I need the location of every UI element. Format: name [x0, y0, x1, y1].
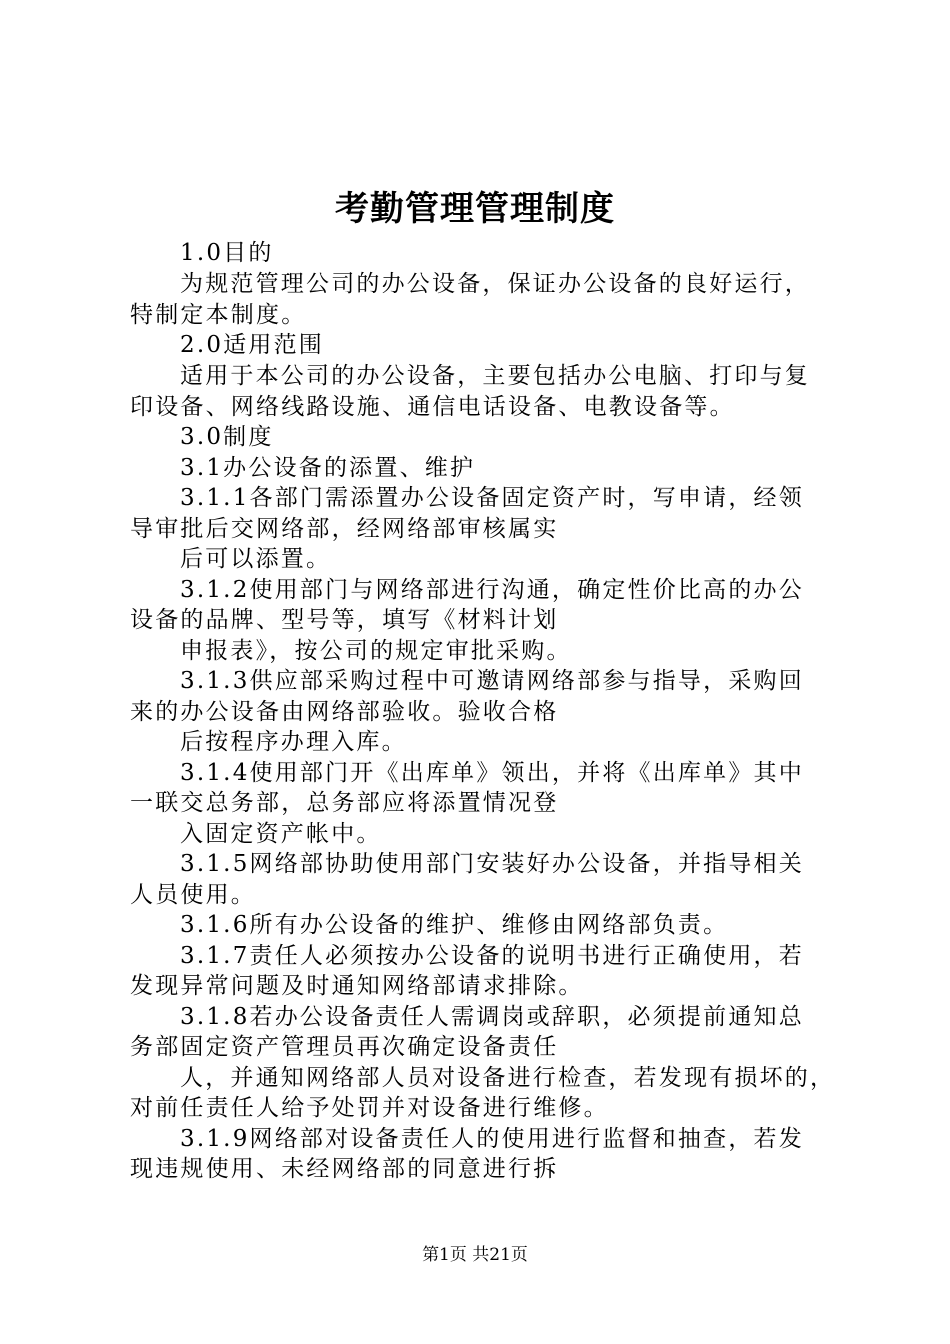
paragraph-line: 特制定本制度。	[130, 302, 307, 328]
paragraph-line: 发现异常问题及时通知网络部请求排除。	[130, 973, 584, 999]
section-heading: 2.0适用范围	[180, 332, 324, 358]
paragraph-line: 3.1.8若办公设备责任人需调岗或辞职，必须提前通知总	[180, 1004, 804, 1030]
paragraph-line: 印设备、网络线路设施、通信电话设备、电教设备等。	[130, 394, 735, 420]
paragraph-line: 3.1.9网络部对设备责任人的使用进行监督和抽查，若发	[180, 1126, 804, 1152]
section-heading: 1.0目的	[180, 240, 274, 266]
paragraph-line: 入固定资产帐中。	[180, 821, 382, 847]
paragraph-line: 3.1.6所有办公设备的维护、维修由网络部负责。	[180, 912, 729, 938]
paragraph-line: 3.1.2使用部门与网络部进行沟通，确定性价比高的办公	[180, 577, 804, 603]
page-number: 第1页 共21页	[422, 1245, 528, 1265]
paragraph-line: 设备的品牌、型号等，填写《材料计划	[130, 607, 559, 633]
paragraph-line: 后可以添置。	[180, 546, 332, 572]
section-heading: 3.1办公设备的添置、维护	[180, 455, 476, 481]
paragraph-line: 后按程序办理入库。	[180, 729, 407, 755]
paragraph-line: 导审批后交网络部，经网络部审核属实	[130, 516, 559, 542]
paragraph-line: 现违规使用、未经网络部的同意进行拆	[130, 1156, 559, 1182]
page-title: 考勤管理管理制度	[335, 189, 615, 229]
paragraph-line: 3.1.1各部门需添置办公设备固定资产时，写申请，经领	[180, 485, 804, 511]
paragraph-line: 来的办公设备由网络部验收。验收合格	[130, 699, 559, 725]
paragraph-line: 为规范管理公司的办公设备，保证办公设备的良好运行，	[180, 271, 810, 297]
section-heading: 3.0制度	[180, 424, 274, 450]
paragraph-line: 人员使用。	[130, 882, 256, 908]
paragraph-line: 人，并通知网络部人员对设备进行检查，若发现有损坏的，	[180, 1065, 836, 1091]
paragraph-line: 3.1.4使用部门开《出库单》领出，并将《出库单》其中	[180, 760, 804, 786]
paragraph-line: 适用于本公司的办公设备，主要包括办公电脑、打印与复	[180, 363, 810, 389]
paragraph-line: 申报表》，按公司的规定审批采购。	[180, 638, 572, 664]
paragraph-line: 对前任责任人给予处罚并对设备进行维修。	[130, 1095, 609, 1121]
paragraph-line: 务部固定资产管理员再次确定设备责任	[130, 1034, 559, 1060]
paragraph-line: 一联交总务部，总务部应将添置情况登	[130, 790, 559, 816]
paragraph-line: 3.1.3供应部采购过程中可邀请网络部参与指导，采购回	[180, 668, 804, 694]
paragraph-line: 3.1.5网络部协助使用部门安装好办公设备，并指导相关	[180, 851, 804, 877]
paragraph-line: 3.1.7责任人必须按办公设备的说明书进行正确使用，若	[180, 943, 804, 969]
